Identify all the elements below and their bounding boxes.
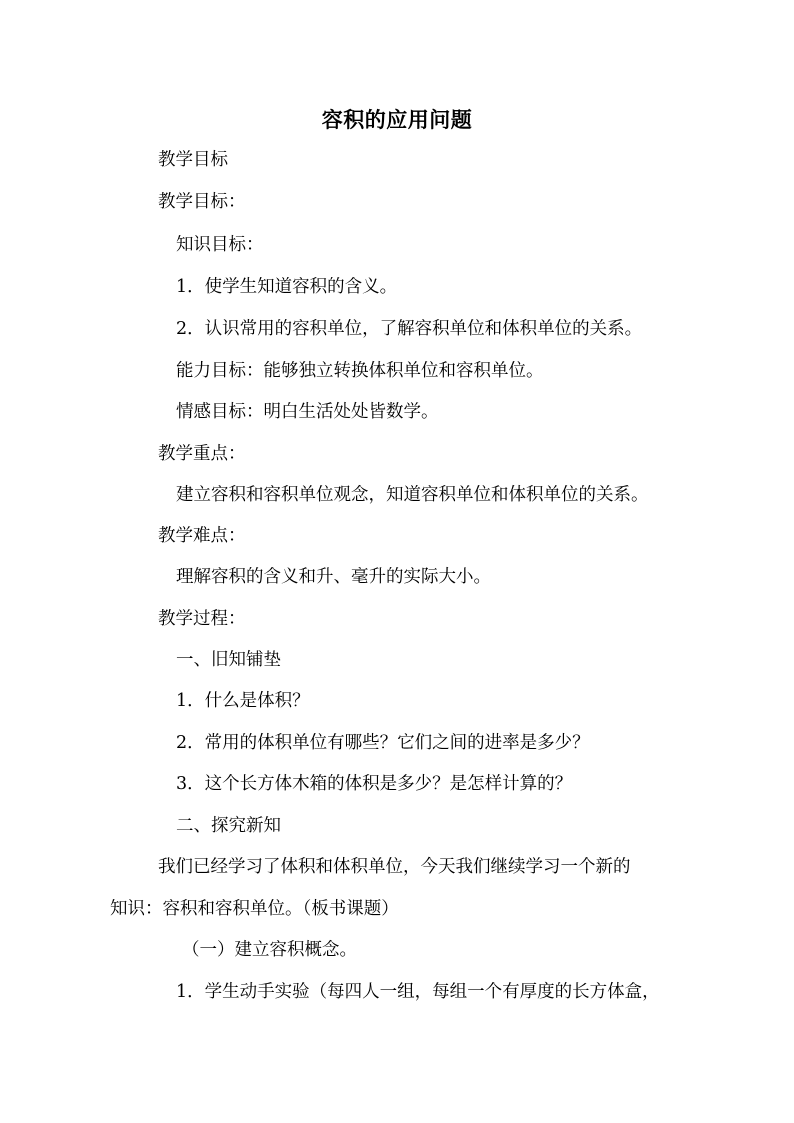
section-heading-goals-colon: 教学目标： [158, 192, 246, 212]
subheading-explore: 二、探究新知 [176, 816, 281, 836]
paragraph-ability-goal: 能力目标：能够独立转换体积单位和容积单位。 [176, 361, 544, 381]
paragraph-intro-line-1: 我们已经学习了体积和体积单位，今天我们继续学习一个新的 [158, 857, 631, 877]
subheading-review: 一、旧知铺垫 [176, 650, 281, 670]
section-heading-goals: 教学目标 [158, 150, 228, 170]
list-item-goal-1: 1．使学生知道容积的含义。 [176, 277, 398, 297]
subheading-knowledge-goals: 知识目标： [176, 235, 264, 255]
section-heading-key-points: 教学重点： [158, 444, 246, 464]
paragraph-emotion-goal: 情感目标：明白生活处处皆数学。 [176, 402, 439, 422]
list-item-review-1: 1．什么是体积？ [176, 691, 310, 711]
section-heading-difficulties: 教学难点： [158, 526, 246, 546]
paragraph-key-points: 建立容积和容积单位观念，知道容积单位和体积单位的关系。 [176, 485, 649, 505]
list-item-goal-2: 2．认识常用的容积单位，了解容积单位和体积单位的关系。 [176, 319, 643, 339]
list-item-review-2: 2．常用的体积单位有哪些？它们之间的进率是多少？ [176, 733, 590, 753]
paragraph-intro-line-2: 知识：容积和容积单位。（板书课题） [110, 899, 399, 919]
subheading-concept: （一）建立容积概念。 [182, 940, 357, 960]
paragraph-difficulties: 理解容积的含义和升、毫升的实际大小。 [176, 567, 491, 587]
document-title: 容积的应用问题 [321, 107, 473, 132]
section-heading-process: 教学过程： [158, 609, 246, 629]
list-item-review-3: 3．这个长方体木箱的体积是多少？是怎样计算的？ [176, 774, 573, 794]
list-item-experiment: 1．学生动手实验（每四人一组，每组一个有厚度的长方体盒， [176, 982, 660, 1002]
